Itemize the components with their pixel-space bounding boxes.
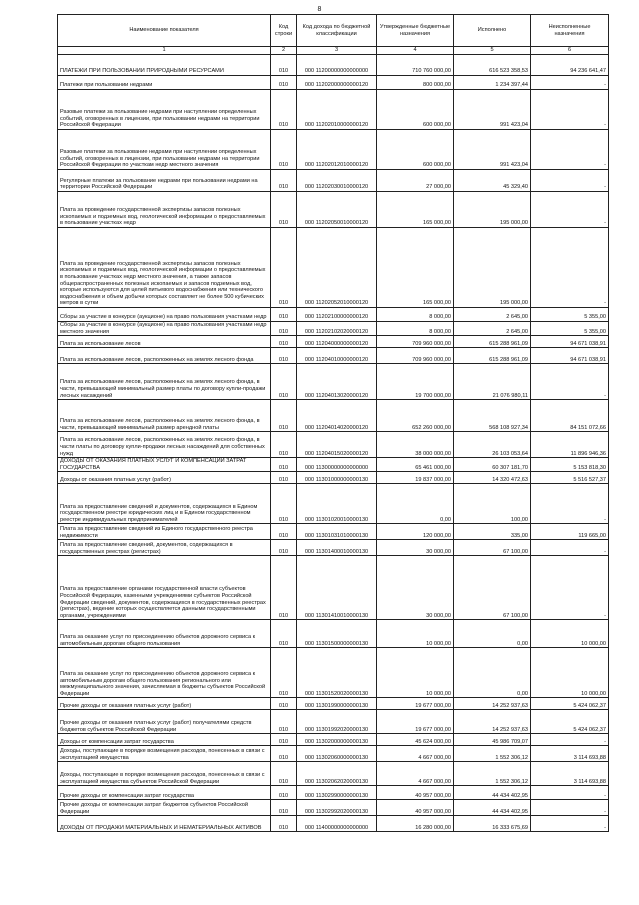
cell-name: Прочие доходы от компенсации затрат бюджетов субъектов Российской Федерации [58,800,271,816]
cell-name: Сборы за участие в конкурсе (аукционе) на право пользования участками недр [58,308,271,322]
cell-name: Плата за предоставление сведений и документов, содержащихся в Едином государственном реестре юридических лиц и в Едином государственном реестре индивидуальных предпринимателей [58,484,271,524]
cell-approved: 8 000,00 [377,322,454,336]
cell-executed: 45 986 709,07 [454,734,531,746]
cell-executed: 615 288 961,09 [454,348,531,364]
cell-name: Доходы, поступающие в порядке возмещения расходов, понесенных в связи с эксплуатацией имущества [58,746,271,762]
cell-unexecuted: 5 424 062,37 [531,710,609,734]
cell-approved: 8 000,00 [377,308,454,322]
table-row [58,322,609,336]
cell-executed: 16 333 675,69 [454,816,531,832]
column-number: 1 [58,47,271,55]
cell-approved: 45 624 000,00 [377,734,454,746]
cell-executed: 991 423,04 [454,130,531,170]
table-row [58,698,609,710]
cell-name: Плата за предоставление сведений из Единого государственного реестра недвижимости [58,524,271,540]
cell-approved: 19 700 000,00 [377,364,454,400]
cell-executed: 14 252 937,63 [454,710,531,734]
cell-code: 010 [271,620,297,648]
cell-approved: 165 000,00 [377,228,454,308]
cell-executed: 2 645,00 [454,322,531,336]
cell-unexecuted: - [531,540,609,556]
cell-code: 010 [271,786,297,800]
cell-executed: 44 434 402,95 [454,786,531,800]
cell-code: 010 [271,348,297,364]
cell-kbk: 000 11202102020000120 [297,322,377,336]
cell-code: 010 [271,816,297,832]
cell-code: 010 [271,192,297,228]
table-row [58,746,609,762]
cell-approved: 4 667 000,00 [377,746,454,762]
cell-approved: 19 837 000,00 [377,472,454,484]
cell-kbk: 000 11302990000000130 [297,786,377,800]
cell-name: Разовые платежи за пользование недрами при наступлении определенных событий, оговоренных в лицензии, при пользовании недрами на территории Российской Федерации по участкам недр местного значения [58,130,271,170]
cell-approved: 30 000,00 [377,540,454,556]
cell-code: 010 [271,130,297,170]
table-row [58,400,609,432]
column-number: 5 [454,47,531,55]
table-row [58,800,609,816]
cell-name: Доходы, поступающие в порядке возмещения расходов, понесенных в связи с эксплуатацией имущества субъектов Российской Федерации [58,762,271,786]
table-row [58,710,609,734]
cell-kbk: 000 11202030010000120 [297,170,377,192]
cell-executed: 67 100,00 [454,556,531,620]
cell-code: 010 [271,90,297,130]
cell-approved: 4 667 000,00 [377,762,454,786]
cell-kbk: 000 11202012010000120 [297,130,377,170]
table-row [58,336,609,348]
cell-executed: 44 434 402,95 [454,800,531,816]
cell-code: 010 [271,170,297,192]
cell-unexecuted: 5 355,00 [531,322,609,336]
cell-executed: 616 523 358,53 [454,55,531,76]
cell-kbk: 000 11301990000000130 [297,698,377,710]
table-row [58,734,609,746]
table-row [58,472,609,484]
cell-approved: 16 280 000,00 [377,816,454,832]
cell-unexecuted: 5 516 527,37 [531,472,609,484]
table-row [58,556,609,620]
cell-executed: 0,00 [454,620,531,648]
cell-kbk: 000 11204014020000120 [297,400,377,432]
table-row [58,76,609,90]
cell-code: 010 [271,364,297,400]
cell-approved: 10 000,00 [377,648,454,698]
cell-kbk: 000 11301031010000130 [297,524,377,540]
cell-approved: 600 000,00 [377,130,454,170]
header-approved: Утвержденные бюджетные назначения [377,15,454,47]
cell-unexecuted: - [531,130,609,170]
cell-kbk: 000 11400000000000000 [297,816,377,832]
cell-kbk: 000 11204013020000120 [297,364,377,400]
cell-unexecuted: 3 114 693,88 [531,746,609,762]
cell-name: Прочие доходы от компенсации затрат государства [58,786,271,800]
cell-name: Платежи при пользовании недрами [58,76,271,90]
header-kbk: Код дохода по бюджетной классификации [297,15,377,47]
cell-kbk: 000 11302062020000130 [297,762,377,786]
cell-name: Плата за предоставление сведений, документов, содержащихся в государственных реестрах (регистрах) [58,540,271,556]
cell-kbk: 000 11301410010000130 [297,556,377,620]
cell-unexecuted: - [531,800,609,816]
cell-approved: 0,00 [377,484,454,524]
cell-code: 010 [271,336,297,348]
cell-code: 010 [271,746,297,762]
cell-code: 010 [271,524,297,540]
cell-executed: 26 103 053,64 [454,432,531,458]
cell-kbk: 000 11301000000000130 [297,472,377,484]
cell-kbk: 000 11301520020000130 [297,648,377,698]
table-row [58,816,609,832]
page-number: 8 [317,6,322,13]
cell-executed: 991 423,04 [454,90,531,130]
cell-approved: 800 000,00 [377,76,454,90]
cell-approved: 710 760 000,00 [377,55,454,76]
cell-code: 010 [271,734,297,746]
table-row [58,348,609,364]
cell-executed: 45 329,40 [454,170,531,192]
column-number: 6 [531,47,609,55]
cell-executed: 60 307 181,70 [454,458,531,472]
cell-approved: 709 960 000,00 [377,348,454,364]
cell-unexecuted: - [531,364,609,400]
cell-name: ПЛАТЕЖИ ПРИ ПОЛЬЗОВАНИИ ПРИРОДНЫМИ РЕСУРСАМИ [58,55,271,76]
table-row [58,55,609,76]
cell-kbk: 000 11202000000000120 [297,76,377,90]
cell-executed: 21 076 980,11 [454,364,531,400]
table-row [58,90,609,130]
cell-name: Плата за оказание услуг по присоединению объектов дорожного сервиса к автомобильным дорогам общего пользования регионального или межмуниципального значения, зачисляемая в бюджеты субъектов Российской Федерации [58,648,271,698]
cell-approved: 38 000 000,00 [377,432,454,458]
table-row [58,786,609,800]
cell-approved: 600 000,00 [377,90,454,130]
cell-unexecuted: - [531,90,609,130]
cell-name: Плата за использование лесов [58,336,271,348]
cell-name: Прочие доходы от оказания платных услуг (работ) [58,698,271,710]
cell-executed: 1 552 306,12 [454,762,531,786]
cell-code: 010 [271,432,297,458]
cell-approved: 40 957 000,00 [377,800,454,816]
cell-executed: 568 108 927,34 [454,400,531,432]
cell-name: Разовые платежи за пользование недрами при наступлении определенных событий, оговоренных в лицензии, при пользовании недрами на территории Российской Федерации [58,90,271,130]
table-row [58,524,609,540]
cell-approved: 120 000,00 [377,524,454,540]
cell-unexecuted: 119 665,00 [531,524,609,540]
cell-name: Плата за использование лесов, расположенных на землях лесного фонда, в части платы по договору купли-продажи лесных насаждений для собственных нужд [58,432,271,458]
cell-unexecuted: - [531,170,609,192]
cell-kbk: 000 11204015020000120 [297,432,377,458]
header-unexecuted: Неисполненные назначения [531,15,609,47]
cell-executed: 195 000,00 [454,228,531,308]
cell-unexecuted: 94 671 038,91 [531,348,609,364]
cell-unexecuted: 5 424 062,37 [531,698,609,710]
table-row [58,364,609,400]
cell-kbk: 000 11301400010000130 [297,540,377,556]
cell-code: 010 [271,458,297,472]
cell-name: Доходы от компенсации затрат государства [58,734,271,746]
cell-unexecuted: - [531,734,609,746]
cell-name: Плата за использование лесов, расположенных на землях лесного фонда, в части, превышающей минимальный размер платы по договору купли-продажи лесных насаждений [58,364,271,400]
cell-approved: 652 260 000,00 [377,400,454,432]
cell-code: 010 [271,322,297,336]
cell-unexecuted: - [531,556,609,620]
cell-executed: 14 252 937,63 [454,698,531,710]
cell-executed: 335,00 [454,524,531,540]
table-row [58,458,609,472]
cell-name: ДОХОДЫ ОТ ОКАЗАНИЯ ПЛАТНЫХ УСЛУГ И КОМПЕНСАЦИИ ЗАТРАТ ГОСУДАРСТВА [58,458,271,472]
cell-approved: 19 677 000,00 [377,710,454,734]
cell-code: 010 [271,556,297,620]
cell-code: 010 [271,800,297,816]
cell-unexecuted: - [531,192,609,228]
cell-unexecuted: 94 236 641,47 [531,55,609,76]
cell-approved: 10 000,00 [377,620,454,648]
cell-unexecuted: - [531,816,609,832]
cell-code: 010 [271,400,297,432]
cell-executed: 14 320 472,63 [454,472,531,484]
cell-name: Плата за оказание услуг по присоединению объектов дорожного сервиса к автомобильным дорогам общего пользования [58,620,271,648]
cell-name: Плата за предоставление органами государственной власти субъектов Российской Федерации, казенными учреждениями субъектов Российской Федерации сведений, документов, содержащихся в государственных реестрах (регистрах), ведение которых осуществляется данными государственными органами, учреждениями [58,556,271,620]
cell-executed: 615 288 961,09 [454,336,531,348]
cell-unexecuted: - [531,484,609,524]
cell-kbk: 000 11302000000000130 [297,734,377,746]
table-row [58,228,609,308]
cell-executed: 1 234 397,44 [454,76,531,90]
cell-unexecuted: - [531,228,609,308]
column-number: 2 [271,47,297,55]
cell-approved: 40 957 000,00 [377,786,454,800]
cell-name: Плата за использование лесов, расположенных на землях лесного фонда, в части, превышающей минимальный размер арендной платы [58,400,271,432]
cell-kbk: 000 11301020010000130 [297,484,377,524]
cell-name: Плата за проведение государственной экспертизы запасов полезных ископаемых и подземных вод, геологической информации о предоставляемых в пользование участках недр [58,192,271,228]
cell-kbk: 000 11200000000000000 [297,55,377,76]
cell-unexecuted: 3 114 693,88 [531,762,609,786]
cell-kbk: 000 11301500000000130 [297,620,377,648]
cell-kbk: 000 11202100000000120 [297,308,377,322]
table-row [58,432,609,458]
column-number: 4 [377,47,454,55]
cell-code: 010 [271,55,297,76]
cell-kbk: 000 11202010000000120 [297,90,377,130]
cell-unexecuted: 10 000,00 [531,620,609,648]
cell-code: 010 [271,648,297,698]
table-row [58,620,609,648]
table-row [58,484,609,524]
cell-approved: 65 461 000,00 [377,458,454,472]
cell-approved: 709 960 000,00 [377,336,454,348]
cell-name: Регулярные платежи за пользование недрами при пользовании недрами на территории Российской Федерации [58,170,271,192]
cell-code: 010 [271,762,297,786]
header-row [58,15,609,47]
cell-kbk: 000 11302992020000130 [297,800,377,816]
cell-code: 010 [271,472,297,484]
cell-kbk: 000 11302060000000130 [297,746,377,762]
cell-approved: 165 000,00 [377,192,454,228]
cell-name: Сборы за участие в конкурсе (аукционе) на право пользования участками недр местного значения [58,322,271,336]
cell-unexecuted: 5 153 818,30 [531,458,609,472]
cell-code: 010 [271,308,297,322]
cell-executed: 195 000,00 [454,192,531,228]
cell-unexecuted: 94 671 038,91 [531,336,609,348]
cell-unexecuted: 84 151 072,66 [531,400,609,432]
cell-code: 010 [271,540,297,556]
income-table [57,14,609,832]
cell-code: 010 [271,710,297,734]
cell-code: 010 [271,698,297,710]
table-row [58,540,609,556]
cell-name: Плата за использование лесов, расположенных на землях лесного фонда [58,348,271,364]
cell-approved: 19 677 000,00 [377,698,454,710]
table-row [58,762,609,786]
table-row [58,308,609,322]
column-number-row [58,47,609,55]
cell-name: Прочие доходы от оказания платных услуг (работ) получателями средств бюджетов субъектов Российской Федерации [58,710,271,734]
cell-unexecuted: 10 000,00 [531,648,609,698]
cell-name: Доходы от оказания платных услуг (работ) [58,472,271,484]
table-row [58,192,609,228]
cell-kbk: 000 11300000000000000 [297,458,377,472]
cell-executed: 67 100,00 [454,540,531,556]
cell-approved: 30 000,00 [377,556,454,620]
cell-unexecuted: - [531,786,609,800]
cell-executed: 2 645,00 [454,308,531,322]
cell-approved: 27 000,00 [377,170,454,192]
cell-unexecuted: 11 896 946,36 [531,432,609,458]
header-row-code: Код строки [271,15,297,47]
cell-kbk: 000 11301992020000130 [297,710,377,734]
cell-unexecuted: 5 355,00 [531,308,609,322]
cell-code: 010 [271,228,297,308]
column-number: 3 [297,47,377,55]
cell-name: ДОХОДЫ ОТ ПРОДАЖИ МАТЕРИАЛЬНЫХ И НЕМАТЕРИАЛЬНЫХ АКТИВОВ [58,816,271,832]
cell-kbk: 000 11202050010000120 [297,192,377,228]
cell-kbk: 000 11204000000000120 [297,336,377,348]
table-row [58,170,609,192]
cell-code: 010 [271,484,297,524]
table-row [58,648,609,698]
header-name: Наименование показателя [58,15,271,47]
cell-kbk: 000 11204010000000120 [297,348,377,364]
cell-kbk: 000 11202052010000120 [297,228,377,308]
cell-executed: 1 552 306,12 [454,746,531,762]
cell-executed: 0,00 [454,648,531,698]
table-row [58,130,609,170]
header-executed: Исполнено [454,15,531,47]
cell-executed: 100,00 [454,484,531,524]
cell-code: 010 [271,76,297,90]
cell-unexecuted: - [531,76,609,90]
cell-name: Плата за проведение государственной экспертизы запасов полезных ископаемых и подземных вод, геологической информации о предоставляемых в пользование участках недр местного значения, а также запасов общераспространенных полезных ископаемых и запасов подземных вод, которые используются для целей питьевого водоснабжения или технического водоснабжения и объем добычи которых составляет не более 500 кубических метров в сутки [58,228,271,308]
